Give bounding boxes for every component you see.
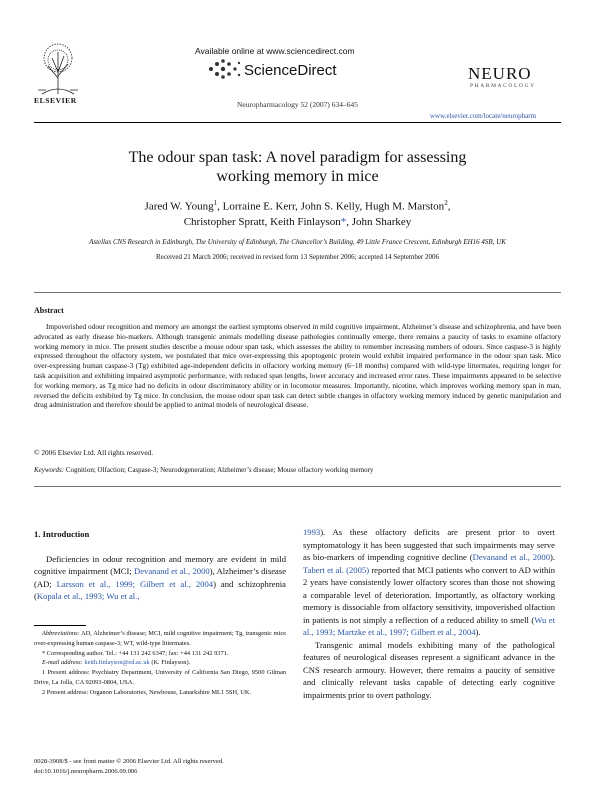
- footer-doi: doi:10.1016/j.neuropharm.2006.09.006: [34, 768, 138, 775]
- sciencedirect-wordmark: ScienceDirect: [244, 62, 337, 79]
- keywords-label: Keywords:: [34, 466, 65, 474]
- elsevier-tree-logo: [34, 40, 82, 96]
- journal-logo-main: NEURO: [468, 64, 532, 83]
- header-rule: [34, 122, 561, 123]
- intro-paragraph-2: Transgenic animal models exhibiting many of the pathological features of neurological diseases represent a significant advance in the CNS research armoury. However, there remains a paucity of sensitive and clinically relevant tasks capable of detecting early cognitive impairments prior to overt pathology.: [303, 639, 555, 700]
- article-title: [60, 148, 535, 186]
- journal-citation: Neuropharmacology 52 (2007) 634–645: [236, 100, 358, 109]
- footer-front-matter: 0028-3908/$ - see front matter © 2006 Elsevier Ltd. All rights reserved.: [34, 758, 224, 765]
- intro-text: Deficiencies in odour recognition and memory are evident in mild cognitive impairment (MCI;: [34, 553, 286, 576]
- email-label: E-mail address:: [42, 659, 83, 667]
- citation-link[interactable]: Wu et al., 1993; Martzke et al., 1997; Gilbert et al., 2004: [303, 614, 555, 637]
- author-sharkey: , John Sharkey: [346, 215, 412, 228]
- author-young-footnote-mark: 1: [213, 199, 218, 207]
- article-dates: Received 21 March 2006; received in revised form 13 September 2006; accepted 14 September 2006: [155, 253, 440, 261]
- available-online-text: Available online at www.sciencedirect.com: [195, 46, 355, 56]
- footnote-1: 1 Present address: Psychiatry Department, University of California San Diego, 9500 Gilman Drive, La Jolla, CA 92093-0804, USA.: [34, 669, 286, 686]
- affiliation: Astellas CNS Research in Edinburgh, The University of Edinburgh, The Chancellor’s Building, 49 Little France Crescent, Edinburgh EH16 4SB, UK: [89, 238, 506, 246]
- abstract-paragraph: Impoverished odour recognition and memory are amongst the earliest symptoms observed in mild cognitive impairment, Alzheimer’s disease and schizophrenia, and have been advocated as early disease bio-markers. Although transgenic animals modelling disease pathologies continually emerge, there remains a paucity of tasks to examine olfactory working memory in mice. The present studies describe a mouse odour span task, which assesses the ability to remember increasing numbers of odours. Since caspase-3 is highly expressed throughout the olfactory system, we postulated that mice over-expressing this apoptogenic protein would exhibit impaired performance in the odour span task. Mice over-expressing human caspase-3 (Tg) exhibited age-independent deficits in olfactory working memory (6−18 months) compared with wild-type littermates, requiring longer for task acquisition and exhibiting impaired asymptotic performance, with reduced span lengths, lower accuracy and increased error rates. These impairments appeared to be selective for working memory, as Tg mice had no deficits in odour discriminatory ability or in locomotor measures. Importantly, nicotine, which improves working memory span in man, reversed the deficits exhibited by Tg mice. In conclusion, the mouse odour span task can detect subtle changes in olfactory working memory induced by genetic manipulation and drug administration and therefore should be applied to animal models of neurological disease.: [34, 322, 561, 410]
- citation-link[interactable]: Larsson et al., 1999; Gilbert et al., 2004: [56, 578, 214, 589]
- author-marston-footnote-mark: 2: [444, 199, 448, 207]
- abbreviations-text: AD, Alzheimer’s disease; MCI, mild cognitive impairment; Tg, transgenic mice over-expressing human caspase-3; WT, wild-type littermates.: [34, 630, 286, 647]
- author-young: Jared W. Young: [144, 200, 214, 213]
- intro-text: reported that MCI patients who convert to AD within 2 years have consistently lower olfactory scores than those not showing a comparable level of deterioration. Importantly, as olfactory working memory is dissociable from olfactory sensitivity, impoverished olfaction in patients is not simply a reflection of a reduced ability to smell (: [303, 564, 555, 625]
- footnote-corresponding: * Corresponding author. Tel.: +44 131 242 6347; fax: +44 131 242 9371.: [42, 649, 229, 657]
- intro-text: ) and schizophrenia (: [34, 578, 286, 601]
- right-column: [303, 526, 555, 701]
- authors-spratt-finlayson: Christopher Spratt, Keith Finlayson: [183, 215, 341, 228]
- abstract-bottom-rule: [34, 486, 561, 487]
- journal-logo-sub: PHARMACOLOGY: [470, 83, 536, 89]
- abstract-heading: Abstract: [34, 306, 64, 315]
- citation-link[interactable]: 1993: [303, 527, 321, 537]
- abbreviations-label: Abbreviations:: [42, 630, 80, 637]
- publisher-name: ELSEVIER: [34, 96, 77, 105]
- abstract-top-rule: [34, 292, 561, 293]
- title-line-1: The odour span task: A novel paradigm for assessing: [128, 149, 467, 166]
- footnote-abbreviations: [34, 629, 286, 649]
- journal-url-link[interactable]: www.elsevier.com/locate/neuropharm: [430, 112, 537, 120]
- authors-comma: ,: [447, 200, 451, 213]
- intro-text: ).: [475, 627, 481, 637]
- sciencedirect-dots-icon: [207, 58, 241, 80]
- citation-link[interactable]: Devanand et al., 2000: [472, 552, 550, 562]
- citation-link[interactable]: Kopala et al., 1993; Wu et al.,: [36, 591, 140, 601]
- keywords: [34, 466, 373, 474]
- abstract-copyright: © 2006 Elsevier Ltd. All rights reserved.: [34, 448, 154, 457]
- intro-text: ), Alzheimer’s disease (AD;: [34, 566, 287, 589]
- authors-line-2: [60, 215, 535, 230]
- intro-paragraph-1-start: [34, 553, 286, 603]
- footnotes: [34, 629, 286, 698]
- intro-paragraph-1-cont: [303, 526, 555, 639]
- footnote-rule: [34, 625, 86, 626]
- left-column: [34, 528, 286, 603]
- intro-text: ). As these olfactory deficits are present prior to overt symptomatology it has been suggested that such impairments may serve as bio-markers of impending cognitive decline (: [303, 527, 555, 562]
- citation-link[interactable]: Tabert et al. (2005): [303, 564, 370, 575]
- authors-line-1: [60, 196, 535, 215]
- author-list: [60, 196, 535, 230]
- title-line-2: working memory in mice: [216, 168, 379, 185]
- email-link[interactable]: keith.finlayson@ed.ac.uk: [84, 659, 150, 667]
- page-footer: [34, 757, 224, 777]
- citation-link[interactable]: Devanand et al., 2000: [134, 566, 210, 576]
- section-heading-introduction: 1. Introduction: [34, 529, 90, 539]
- footnote-2: 2 Present address: Organon Laboratories, Newhouse, Lanarkshire ML1 5SH, UK.: [42, 688, 252, 696]
- corresponding-author-star-link[interactable]: *: [340, 215, 347, 228]
- abstract-body: [34, 322, 561, 410]
- authors-kerr-kelly-marston: , Lorraine E. Kerr, John S. Kelly, Hugh M. Marston: [217, 200, 445, 213]
- footnote-email: [34, 658, 286, 668]
- email-suffix: (K. Finlayson).: [149, 659, 191, 667]
- intro-text: ).: [550, 552, 556, 562]
- keywords-list: Cognition; Olfaction; Caspase-3; Neurodegeneration; Alzheimer’s disease; Mouse olfactory working memory: [65, 466, 374, 474]
